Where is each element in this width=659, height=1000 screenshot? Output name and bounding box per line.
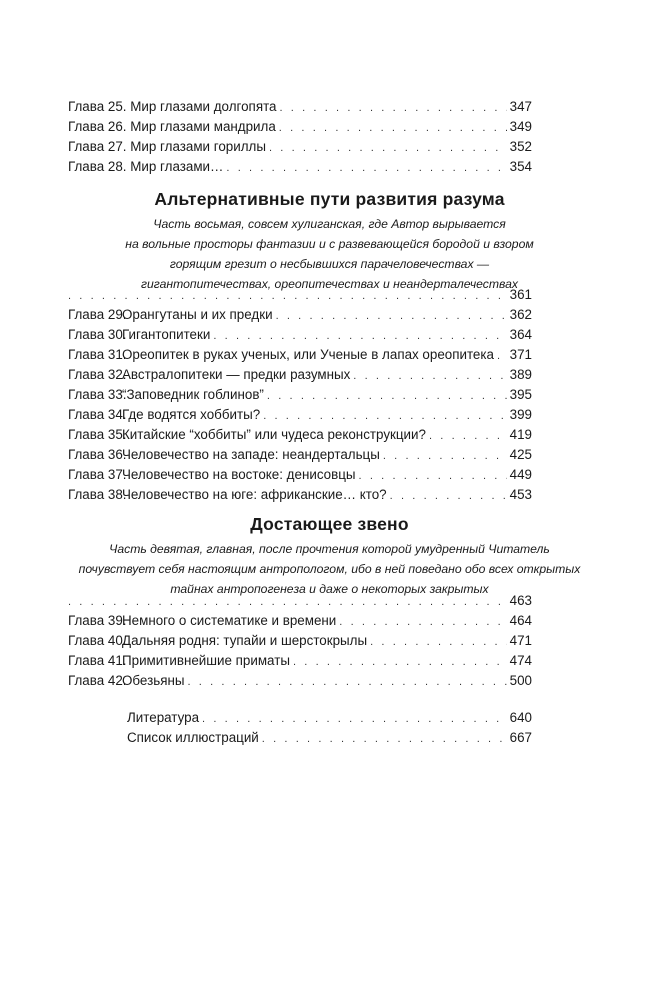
- toc-entry: [68, 465, 532, 485]
- toc-entry: [68, 425, 532, 445]
- page-number: 347: [509, 99, 532, 114]
- chapter-label: Глава 28.: [68, 159, 127, 174]
- chapter-label: Глава 31.: [68, 347, 127, 362]
- chapter-label: Глава 26.: [68, 119, 127, 134]
- dot-leader: [262, 729, 507, 749]
- chapter-label: Глава 29.: [68, 307, 127, 322]
- subtitle-line: Часть девятая, главная, после прочтения которой умудренный Читатель: [109, 542, 550, 556]
- chapter-label: Глава 25.: [68, 99, 127, 114]
- chapter-title: Мир глазами долгопята: [130, 99, 277, 114]
- chapter-title: Гигантопитеки: [122, 327, 211, 342]
- dot-leader: [280, 98, 507, 118]
- page-number: 371: [509, 347, 532, 362]
- page-number: 362: [509, 307, 532, 322]
- dot-leader: [269, 138, 507, 158]
- toc-part9-chapters: [68, 591, 532, 691]
- dot-leader: [187, 672, 506, 692]
- dot-leader: [68, 286, 507, 306]
- subtitle-line: горящим грезит о несбывшихся парачеловечествах —: [169, 257, 490, 271]
- dot-leader: [276, 306, 507, 326]
- chapter-title: Ореопитек в руках ученых, или Ученые в лапах ореопитека: [122, 347, 494, 362]
- subtitle-line: Часть восьмая, совсем хулиганская, где Автор вырывается: [153, 217, 506, 231]
- dot-leader: [390, 486, 507, 506]
- page-number: 425: [509, 447, 532, 462]
- dot-leader: [279, 118, 507, 138]
- part-subtitle: [0, 214, 659, 294]
- page-number: 395: [509, 387, 532, 402]
- page-number: 419: [509, 427, 532, 442]
- dot-leader: [202, 709, 507, 729]
- toc-entry: [68, 651, 532, 671]
- page-number: 352: [509, 139, 532, 154]
- toc-entry: [68, 485, 532, 505]
- chapter-label: Глава 39.: [68, 613, 127, 628]
- toc-entry: [68, 385, 532, 405]
- dot-leader: [497, 346, 507, 366]
- toc-entry: [68, 445, 532, 465]
- chapter-title: Человечество на юге: африканские… кто?: [122, 487, 387, 502]
- chapter-title: Обезьяны: [122, 673, 185, 688]
- dot-leader: [68, 592, 507, 612]
- dot-leader: [267, 386, 507, 406]
- chapter-label: Глава 40.: [68, 633, 127, 648]
- chapter-title: Немного о систематике и времени: [122, 613, 337, 628]
- page-number: 453: [509, 487, 532, 502]
- toc-entry: [68, 157, 532, 177]
- page-number: 364: [509, 327, 532, 342]
- toc-entry: [68, 325, 532, 345]
- toc-part8-chapters: [68, 285, 532, 505]
- page-number: 463: [509, 593, 532, 608]
- page-number: 474: [509, 653, 532, 668]
- subtitle-line: почувствует себя настоящим антропологом, ибо в ней поведано обо всех открытых: [78, 562, 581, 576]
- chapter-label: Глава 30.: [68, 327, 127, 342]
- chapter-label: Глава 42.: [68, 673, 127, 688]
- chapter-title: Мир глазами гориллы: [130, 139, 266, 154]
- chapter-title: Австралопитеки — предки разумных: [122, 367, 351, 382]
- part-subtitle: [0, 539, 659, 599]
- toc-entry: [68, 631, 532, 651]
- toc-entry: [127, 708, 532, 728]
- page-number: 361: [509, 287, 532, 302]
- dot-leader: [370, 632, 507, 652]
- chapter-title: Человечество на востоке: денисовцы: [122, 467, 356, 482]
- page-number: 667: [509, 730, 532, 745]
- chapter-title: Примитивнейшие приматы: [122, 653, 290, 668]
- subtitle-line: тайнах антропогенеза и даже о некоторых закрытых: [170, 582, 489, 596]
- chapter-label: Глава 36.: [68, 447, 127, 462]
- page-number: 640: [509, 710, 532, 725]
- chapter-label: Глава 38.: [68, 487, 127, 502]
- chapter-label: Глава 27.: [68, 139, 127, 154]
- chapter-title: Орангутаны и их предки: [122, 307, 273, 322]
- dot-leader: [359, 466, 507, 486]
- dot-leader: [339, 612, 506, 632]
- part-title: Достающее звено: [250, 514, 409, 534]
- toc-entry: [68, 97, 532, 117]
- toc-entry: [68, 117, 532, 137]
- chapter-label: Глава 34.: [68, 407, 127, 422]
- dot-leader: [353, 366, 506, 386]
- chapter-label: Глава 37.: [68, 467, 127, 482]
- chapter-title: Китайские “хоббиты” или чудеса реконструкции?: [122, 427, 426, 442]
- dot-leader: [293, 652, 507, 672]
- dot-leader: [429, 426, 507, 446]
- toc-top-chapters: [68, 97, 532, 177]
- part-title: Альтернативные пути развития разума: [154, 189, 505, 209]
- page-number: 389: [509, 367, 532, 382]
- chapter-title: Где водятся хоббиты?: [122, 407, 261, 422]
- subtitle-line: гигантопитечествах, ореопитечествах и неандерталечествах: [140, 277, 519, 291]
- toc-entry: [68, 345, 532, 365]
- dot-leader: [383, 446, 507, 466]
- toc-part-entry: [68, 285, 532, 305]
- toc-part-entry: [68, 591, 532, 611]
- dot-leader: [213, 326, 506, 346]
- toc-entry: [68, 671, 532, 691]
- toc-entry: [127, 728, 532, 748]
- chapter-title: Дальняя родня: тупайи и шерстокрылы: [122, 633, 368, 648]
- chapter-label: Глава 32.: [68, 367, 127, 382]
- page-number: 399: [509, 407, 532, 422]
- chapter-label: Глава 35.: [68, 427, 127, 442]
- toc-entry: [68, 365, 532, 385]
- page-number: 354: [509, 159, 532, 174]
- page-number: 464: [509, 613, 532, 628]
- toc-entry: [68, 405, 532, 425]
- chapter-title: “Заповедник гоблинов”: [122, 387, 264, 402]
- page-number: 500: [509, 673, 532, 688]
- page-number: 449: [509, 467, 532, 482]
- chapter-title: Мир глазами…: [130, 159, 224, 174]
- chapter-label: Глава 33.: [68, 387, 127, 402]
- dot-leader: [226, 158, 506, 178]
- subtitle-line: на вольные просторы фантазии и с развевающейся бородой и взором: [125, 237, 534, 251]
- appendix-title: Литература: [127, 710, 200, 725]
- dot-leader: [263, 406, 506, 426]
- page-number: 471: [509, 633, 532, 648]
- appendix-title: Список иллюстраций: [127, 730, 259, 745]
- toc-entry: [68, 305, 532, 325]
- toc-entry: [68, 137, 532, 157]
- chapter-title: Мир глазами мандрила: [130, 119, 276, 134]
- toc-appendix: [127, 708, 532, 748]
- toc-entry: [68, 611, 532, 631]
- page-number: 349: [509, 119, 532, 134]
- chapter-title: Человечество на западе: неандертальцы: [122, 447, 380, 462]
- chapter-label: Глава 41.: [68, 653, 127, 668]
